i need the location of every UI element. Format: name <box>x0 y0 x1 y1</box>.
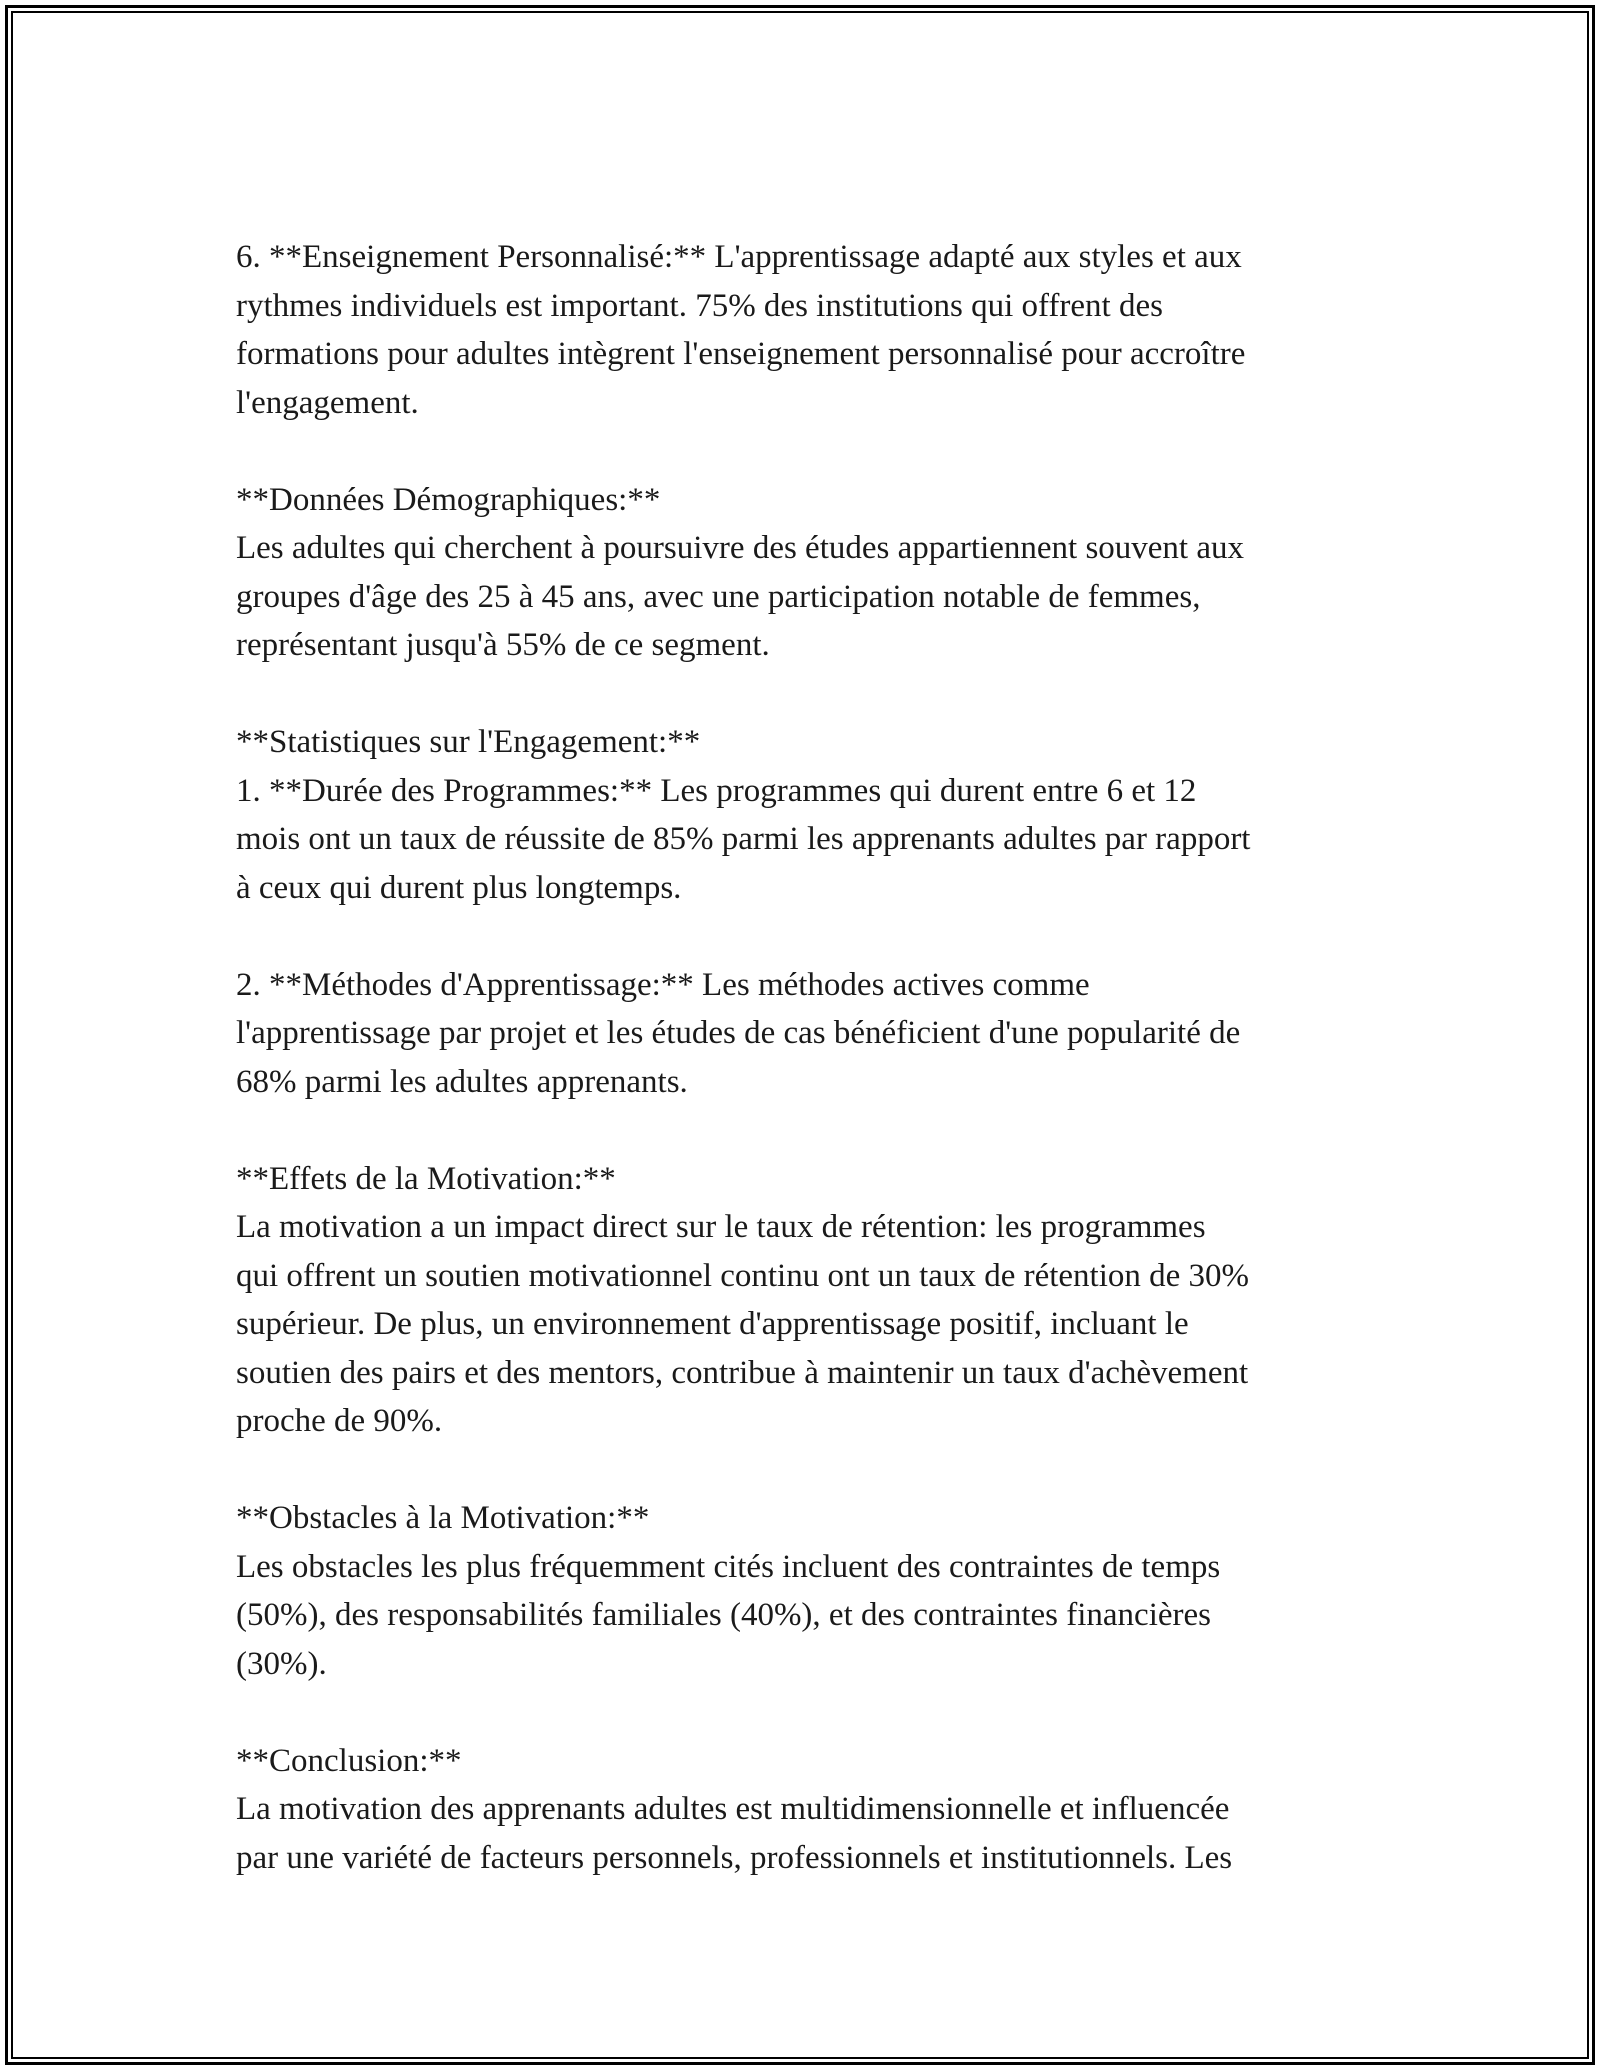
text-line: l'apprentissage par projet et les études de cas bénéficient d'une popularité de <box>236 1015 1241 1051</box>
text-line: groupes d'âge des 25 à 45 ans, avec une participation notable de femmes, <box>236 578 1201 615</box>
text-line: 6. **Enseignement Personnalisé:** L'apprentissage adapté aux styles et aux <box>236 239 1242 275</box>
section-heading: **Effets de la Motivation:** <box>236 1160 616 1197</box>
text-line: mois ont un taux de réussite de 85% parmi les apprenants adultes par rapport <box>236 821 1251 857</box>
text-line: qui offrent un soutien motivationnel continu ont un taux de rétention de 30% <box>236 1257 1250 1294</box>
paragraph-personalized-teaching <box>236 233 1396 427</box>
section-heading: **Obstacles à la Motivation:** <box>236 1500 650 1536</box>
text-line: La motivation a un impact direct sur le taux de rétention: les programmes <box>236 1209 1206 1245</box>
text-line: représentant jusqu'à 55% de ce segment. <box>236 627 770 663</box>
text-line: 2. **Méthodes d'Apprentissage:** Les méthodes actives comme <box>236 966 1090 1003</box>
text-line: à ceux qui durent plus longtemps. <box>236 869 682 906</box>
text-line: Les obstacles les plus fréquemment cités incluent des contraintes de temps <box>236 1548 1221 1585</box>
document-body <box>236 233 1396 1882</box>
text-line: par une variété de facteurs personnels, professionnels et institutionnels. Les <box>236 1839 1233 1876</box>
paragraph-conclusion <box>236 1737 1396 1883</box>
section-heading: **Données Démographiques:** <box>236 481 661 518</box>
section-heading: **Statistiques sur l'Engagement:** <box>236 724 701 760</box>
text-line: Les adultes qui cherchent à poursuivre des études appartiennent souvent aux <box>236 530 1244 566</box>
text-line: supérieur. De plus, un environnement d'apprentissage positif, incluant le <box>236 1306 1189 1342</box>
text-line: 1. **Durée des Programmes:** Les programmes qui durent entre 6 et 12 <box>236 772 1197 809</box>
text-line: soutien des pairs et des mentors, contribue à maintenir un taux d'achèvement <box>236 1354 1249 1391</box>
paragraph-motivation-effects <box>236 1155 1396 1446</box>
text-line: proche de 90%. <box>236 1403 443 1439</box>
paragraph-learning-methods <box>236 961 1396 1107</box>
text-line: rythmes individuels est important. 75% des institutions qui offrent des <box>236 287 1163 324</box>
paragraph-demographics <box>236 476 1396 670</box>
paragraph-motivation-obstacles <box>236 1494 1396 1688</box>
text-line: formations pour adultes intègrent l'enseignement personnalisé pour accroître <box>236 336 1246 372</box>
text-line: l'engagement. <box>236 384 419 421</box>
text-line: (50%), des responsabilités familiales (40%), et des contraintes financières <box>236 1597 1211 1633</box>
section-heading: **Conclusion:** <box>236 1742 462 1779</box>
text-line: 68% parmi les adultes apprenants. <box>236 1063 688 1100</box>
text-line: (30%). <box>236 1645 327 1682</box>
paragraph-engagement-stats <box>236 718 1396 912</box>
text-line: La motivation des apprenants adultes est multidimensionnelle et influencée <box>236 1791 1230 1827</box>
